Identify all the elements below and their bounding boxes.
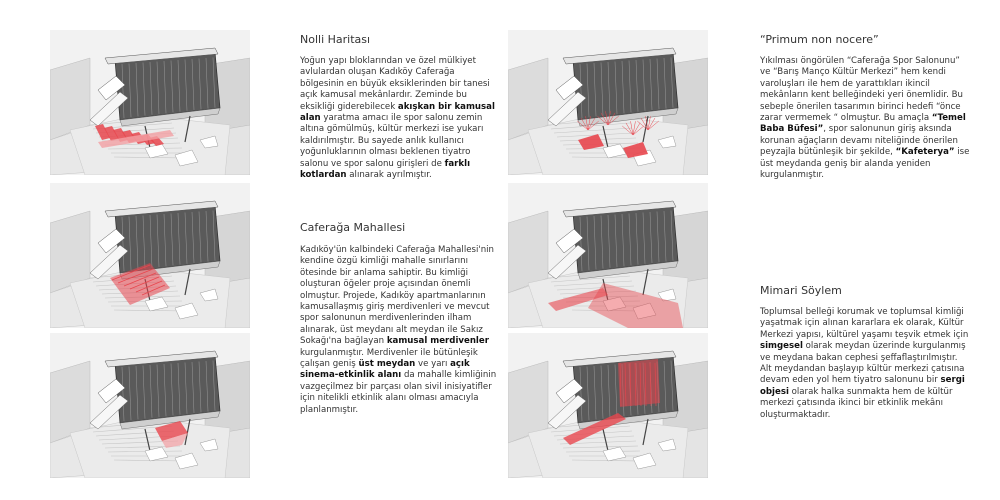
- architectural-render: [508, 30, 708, 175]
- heading-mimari: Mimari Söylem: [760, 284, 842, 297]
- emphasis-text: üst meydan: [358, 359, 416, 370]
- architectural-render: [50, 30, 250, 175]
- body-text: ise üst meydanda geniş bir alanda yeniden kurgulanmıştır.: [760, 147, 970, 181]
- body-text: alınarak ayrılmıştır.: [346, 170, 432, 181]
- body-text: yaratma amacı ile spor salonu zemin altına gömülmüş, kültür merkezi ise yukarı kaldırılmıştır. Bu sayede anlık kullanıcı yoğunluklarının olması beklenen tiyatro salonu ve spor salonu girişleri de: [300, 113, 484, 169]
- emphasis-text: kamusal merdivenler: [386, 336, 489, 347]
- emphasis-text: simgesel: [760, 341, 803, 352]
- body-text: kurgulanmıştır. Merdivenler ile bütünleşik çalışan geniş: [300, 347, 478, 370]
- architectural-render: [50, 183, 250, 328]
- emphasis-text: “Temel Baba Büfesi”: [760, 113, 966, 135]
- heading-nolli: Nolli Haritası: [300, 33, 371, 46]
- render-primum: [508, 30, 708, 175]
- body-text: Kadıköy'ün kalbindeki Caferağa Mahallesi'nin kendine özgü kimliği mahalle sınırlarını ötesinde bir anlama sahiptir. Bu kimliği oluşturan öğeler proje açısından önemli olmuştur. Projede, Kadıköy apartmanlarının kamusallaşmış giriş merdivenleri ve mevcut spor salonunun merdivenlerinden ilham alınarak, üst meydanı alt meydan ile Sakız Sokağı'na bağlayan: [300, 245, 494, 347]
- body-text: olarak meydan üzerinde kurgulanmış ve meydana bakan cephesi şeffaflaştırılmıştır. Alt meydandan başlayıp kültür merkezi çatısına devam eden yol hem tiyatro salonunu bir: [760, 341, 966, 386]
- render-caferaga-stairs: [50, 183, 250, 328]
- emphasis-text: açık sinema-etkinlik alanı: [300, 359, 470, 381]
- body-text: da mahalle kimliğinin vazgeçilmez bir parçası olan sivil inisiyatifler için nitelikli etkinlik alanı olması amacıyla planlanmıştır.: [300, 370, 497, 415]
- render-primum-path: [508, 183, 708, 328]
- emphasis-text: sergi objesi: [760, 375, 965, 397]
- body-text: ve yarı: [415, 359, 451, 370]
- architectural-render: [508, 333, 708, 478]
- render-mimari: [508, 333, 708, 478]
- render-nolli: [50, 30, 250, 175]
- emphasis-text: farklı kotlardan: [300, 158, 471, 181]
- heading-primum: “Primum non nocere”: [760, 33, 879, 46]
- body-text: , spor salonunun giriş aksında korunan ağaçların devamı niteliğinde önerilen peyzajla bütünleşik bir şekilde,: [760, 124, 958, 158]
- heading-caferaga: Caferağa Mahallesi: [300, 221, 406, 234]
- paragraph-primum: [760, 56, 970, 181]
- paragraph-mimari: [760, 307, 970, 421]
- architectural-render: [508, 183, 708, 328]
- body-text: Toplumsal belleği korumak ve toplumsal kimliği yaşatmak için alınan kararlara ek olarak, Kültür Merkezi yapısı, kültürel yaşamı teşvik etmek için: [760, 307, 969, 340]
- paragraph-caferaga: [300, 245, 498, 416]
- body-text: Yoğun yapı bloklarından ve özel mülkiyet avlulardan oluşan Kadıköy Caferağa bölgesinin en büyük eksiklerinden bir tanesi açık kamusal mekânlardır. Zeminde bu eksikliği giderebilecek: [300, 56, 490, 112]
- render-caferaga-cinema: [50, 333, 250, 478]
- body-text: olarak halka sunmakta hem de kültür merkezi çatısında ikinci bir etkinlik mekânı oluşturmaktadır.: [760, 386, 953, 420]
- paragraph-nolli: [300, 56, 498, 181]
- architectural-render: [50, 333, 250, 478]
- emphasis-text: akışkan bir kamusal alan: [300, 101, 495, 124]
- emphasis-text: “Kafeterya”: [895, 147, 955, 158]
- body-text: Yıkılması öngörülen “Caferağa Spor Salonunu” ve “Barış Manço Kültür Merkezi” hem kendi varoluşları ile hem de yarattıkları ikincil mekânların kent belleğindeki yeri önemlidir. Bu sebeple önerilen tasarımın birinci hedefi “önce zarar vermemek “ olmuştur. Bu amaçla: [760, 56, 963, 124]
